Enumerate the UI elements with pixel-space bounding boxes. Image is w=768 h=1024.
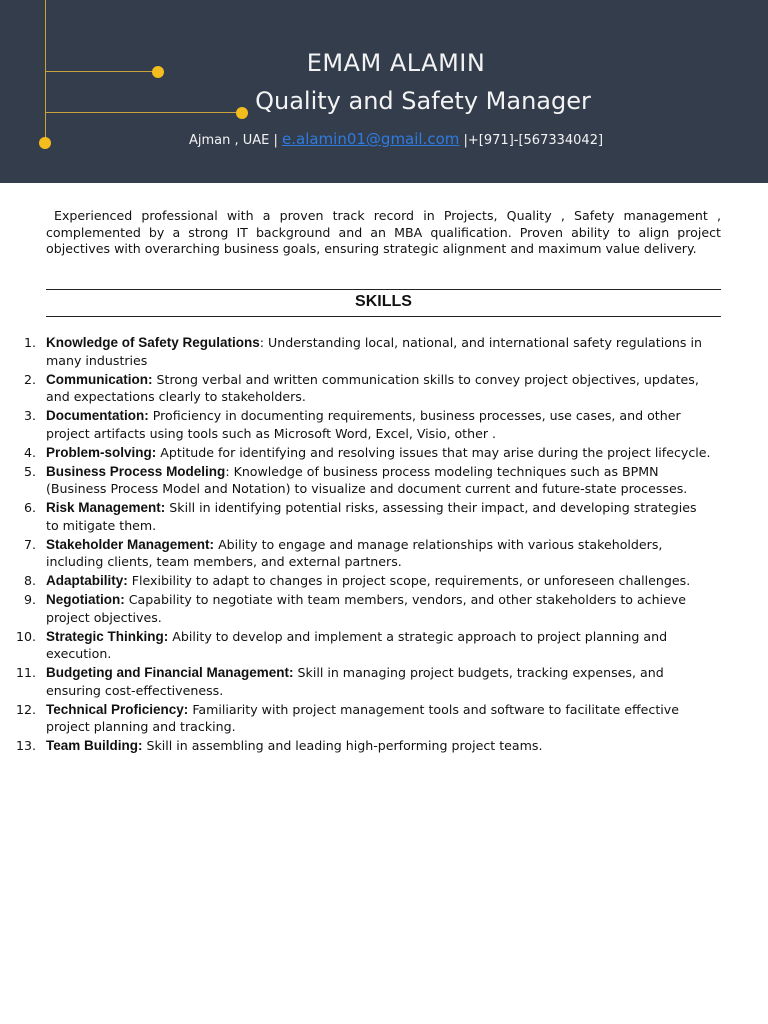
- list-number: 6.: [23, 500, 36, 515]
- location: Ajman , UAE |: [188, 133, 278, 148]
- skill-term: Stakeholder Management:: [46, 536, 215, 552]
- skill-item: [0, 628, 768, 663]
- skill-item: [0, 572, 768, 590]
- phone: |+[971]-[567334042]: [463, 133, 604, 148]
- contact-line: [0, 130, 768, 148]
- separator: :: [259, 335, 269, 350]
- separator: :: [225, 463, 234, 479]
- skill-item: [0, 701, 768, 736]
- professional-summary: Experienced professional with a proven track record in Projects, Quality , Safety management , complemented by a strong IT background and an MBA qualification. Proven ability to align project objectives with overarching business goals, ensuring strategic alignment and maximum value delivery.: [46, 208, 721, 256]
- skill-description: Skill in identifying potential risks, assessing their impact, and developing strategies to mitigate them.: [46, 500, 697, 533]
- skill-term: Risk Management:: [46, 500, 166, 515]
- skill-term: Budgeting and Financial Management:: [46, 665, 294, 680]
- skill-description: Aptitude for identifying and resolving issues that may arise during the project lifecycle.: [160, 444, 711, 460]
- skill-item: [0, 664, 768, 699]
- skill-description: Ability to engage and manage relationships with various stakeholders, including clients, team members, and external partners.: [46, 536, 663, 569]
- job-title: Quality and Safety Manager: [255, 87, 591, 115]
- list-number: 13.: [15, 738, 36, 753]
- skill-description: Skill in assembling and leading high-performing project teams.: [146, 738, 543, 753]
- skill-description: Knowledge of business process modeling techniques such as BPMN (Business Process Model and Notation) to visualize and document current and future-state processes.: [46, 463, 688, 496]
- candidate-name: EMAM ALAMIN: [306, 49, 486, 77]
- skill-item: [0, 444, 768, 462]
- list-number: 8.: [23, 573, 36, 588]
- skill-item: [0, 463, 768, 498]
- skill-description: Understanding local, national, and international safety regulations in many industries: [46, 335, 702, 368]
- skill-term: Problem-solving:: [46, 444, 157, 460]
- list-number: 4.: [23, 444, 36, 460]
- skill-item: [0, 407, 768, 442]
- skill-item: [0, 371, 768, 406]
- list-number: 9.: [23, 592, 36, 607]
- skill-item: [0, 737, 768, 755]
- skills-list: [0, 334, 768, 756]
- list-number: 5.: [23, 463, 36, 479]
- skill-term: Adaptability:: [46, 573, 128, 588]
- skills-heading: SKILLS: [355, 293, 412, 310]
- list-number: 7.: [23, 536, 36, 552]
- list-number: 1.: [23, 335, 36, 350]
- list-number: 10.: [15, 628, 36, 644]
- skill-description: Skill in managing project budgets, tracking expenses, and ensuring cost-effectiveness.: [46, 665, 664, 698]
- skill-item: [0, 591, 768, 626]
- skill-item: [0, 536, 768, 571]
- skill-description: Strong verbal and written communication skills to convey project objectives, updates, and expectations clearly to stakeholders.: [46, 371, 699, 404]
- section-divider: [46, 316, 721, 317]
- list-number: 12.: [15, 701, 36, 717]
- section-divider: [46, 289, 721, 290]
- email-link[interactable]: e.alamin01@gmail.com: [282, 130, 460, 148]
- list-number: 11.: [15, 665, 36, 680]
- resume-header: [0, 0, 768, 183]
- skill-term: Communication:: [46, 371, 153, 387]
- list-number: 2.: [23, 371, 36, 387]
- skill-description: Capability to negotiate with team members, vendors, and other stakeholders to achieve project objectives.: [46, 592, 687, 625]
- skill-term: Knowledge of Safety Regulations: [46, 335, 260, 350]
- skill-term: Strategic Thinking:: [46, 628, 169, 644]
- list-number: 3.: [23, 408, 36, 423]
- skill-item: [0, 334, 768, 369]
- skill-description: Familiarity with project management tools and software to facilitate effective project planning and tracking.: [46, 701, 679, 734]
- skill-description: Proficiency in documenting requirements, business processes, use cases, and other project artifacts using tools such as Microsoft Word, Excel, Visio, other .: [46, 408, 681, 441]
- skill-term: Team Building:: [46, 738, 143, 753]
- skill-item: [0, 499, 768, 534]
- skill-term: Business Process Modeling: [46, 463, 226, 479]
- skill-term: Negotiation:: [46, 592, 125, 607]
- skill-term: Technical Proficiency:: [46, 701, 189, 717]
- skill-term: Documentation:: [46, 408, 149, 423]
- skill-description: Ability to develop and implement a strategic approach to project planning and execution.: [46, 628, 668, 661]
- skill-description: Flexibility to adapt to changes in project scope, requirements, or unforeseen challenges.: [131, 573, 691, 588]
